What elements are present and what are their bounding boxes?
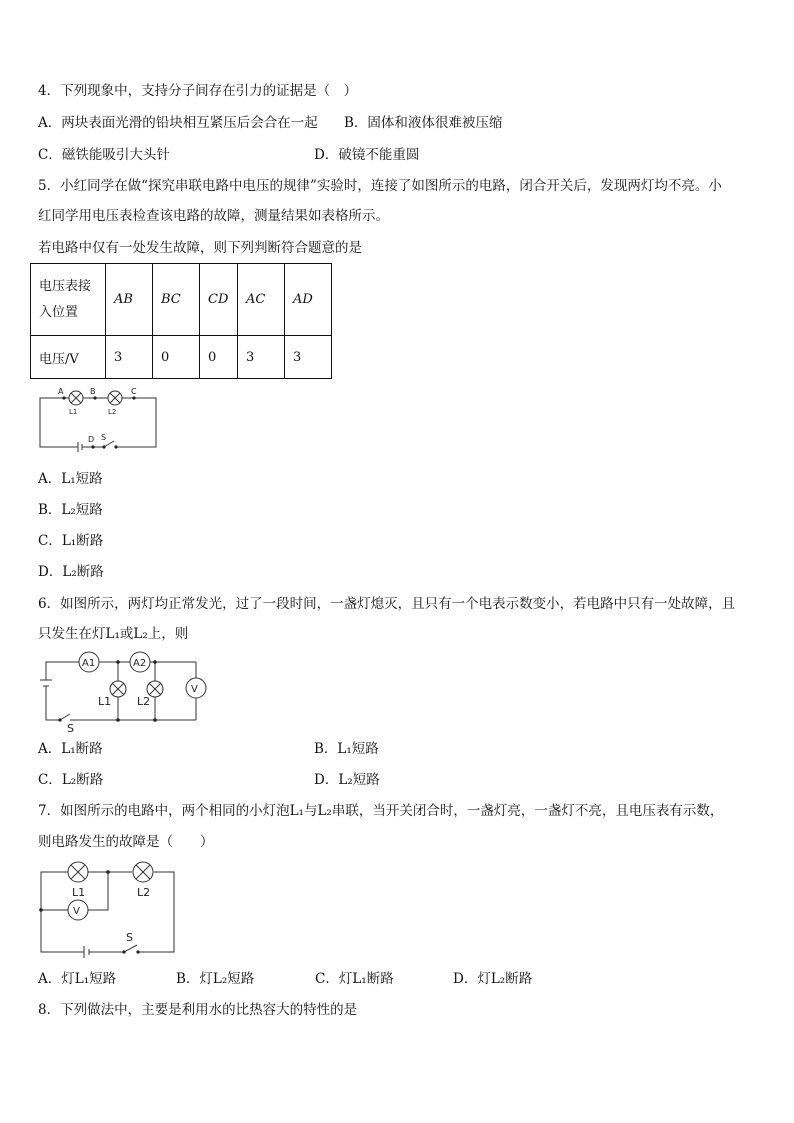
ammeter-a2-label: A2	[133, 658, 147, 669]
table-value-label: 电压/V	[31, 336, 106, 379]
diagram-label-s: S	[101, 433, 107, 442]
q5-stem-line3: 若电路中仅有一处发生故障，则下列判断符合题意的是	[38, 240, 362, 256]
table-cell-value: 0	[200, 336, 238, 379]
q5-option-a: A．L₁短路	[38, 471, 103, 487]
q5-option-c: C．L₁断路	[38, 533, 104, 549]
table-row	[31, 264, 332, 336]
lamp-l1-label: L1	[98, 695, 112, 708]
table-cell-position: AD	[285, 264, 332, 336]
q7-stem-line2: 则电路发生的故障是（ ）	[38, 834, 214, 850]
q7-option-a: A．灯L₁短路	[38, 971, 117, 987]
q8-stem: 8．下列做法中，主要是利用水的比热容大的特性的是	[38, 1002, 358, 1018]
q6-option-b: B．L₁短路	[314, 741, 379, 757]
voltmeter-label: V	[73, 906, 80, 917]
table-cell-position: AB	[106, 264, 153, 336]
switch-label: S	[67, 722, 74, 735]
q6-circuit-diagram	[38, 650, 204, 734]
q5-stem-line2: 红同学用电压表检查该电路的故障，测量结果如表格所示。	[38, 208, 389, 224]
table-cell-value: 0	[153, 336, 200, 379]
voltmeter-label: V	[191, 684, 198, 695]
q4-option-c: C．磁铁能吸引大头针	[38, 147, 170, 163]
q5-stem-line1: 5．小红同学在做“探究串联电路中电压的规律”实验时，连接了如图所示的电路，闭合开关后，发现两灯均不亮。小	[38, 178, 722, 194]
diagram-label-l2: L2	[108, 408, 117, 416]
q6-option-d: D．L₂短路	[314, 772, 380, 788]
q5-circuit-diagram	[38, 385, 160, 453]
table-cell-position: AC	[238, 264, 285, 336]
q4-stem: 4．下列现象中，支持分子间存在引力的证据是（ ）	[38, 83, 358, 99]
table-header-label: 电压表接 入位置	[31, 264, 106, 336]
q6-option-a: A．L₁断路	[38, 741, 103, 757]
q6-option-c: C．L₂断路	[38, 772, 104, 788]
q7-option-d: D．灯L₂断路	[453, 971, 533, 987]
table-row	[31, 336, 332, 379]
table-cell-value: 3	[238, 336, 285, 379]
table-cell-value: 3	[106, 336, 153, 379]
diagram-label-d: D	[88, 435, 95, 444]
q7-option-b: B．灯L₂短路	[176, 971, 255, 987]
table-cell-position: CD	[200, 264, 238, 336]
q7-option-c: C．灯L₁断路	[315, 971, 394, 987]
diagram-label-c: C	[131, 387, 137, 396]
q5-option-b: B．L₂短路	[38, 502, 103, 518]
q7-stem-line1: 7．如图所示的电路中，两个相同的小灯泡L₁与L₂串联，当开关闭合时，一盏灯亮，一盏灯不亮，且电压表有示数，	[38, 803, 724, 819]
q6-stem-line2: 只发生在灯L₁或L₂上，则	[38, 626, 189, 642]
q4-option-b: B．固体和液体很难被压缩	[344, 115, 503, 131]
q4-option-d: D．破镜不能重圆	[314, 147, 420, 163]
diagram-label-l1: L1	[69, 408, 78, 416]
table-cell-position: BC	[153, 264, 200, 336]
lamp-l1-label: L1	[72, 886, 86, 899]
diagram-label-b: B	[90, 387, 96, 396]
switch-label: S	[126, 931, 133, 944]
table-cell-value: 3	[285, 336, 332, 379]
lamp-l2-label: L2	[137, 886, 151, 899]
ammeter-a1-label: A1	[82, 658, 96, 669]
diagram-label-a: A	[58, 387, 64, 396]
q6-stem-line1: 6．如图所示，两灯均正常发光，过了一段时间，一盏灯熄灭，且只有一个电表示数变小，若电路中只有一处故障，且	[38, 596, 736, 612]
lamp-l2-label: L2	[137, 695, 151, 708]
q4-option-a: A．两块表面光滑的铅块相互紧压后会合在一起	[38, 115, 318, 131]
q7-circuit-diagram	[38, 858, 178, 960]
q5-option-d: D．L₂断路	[38, 564, 104, 580]
q5-voltage-table	[30, 263, 332, 379]
